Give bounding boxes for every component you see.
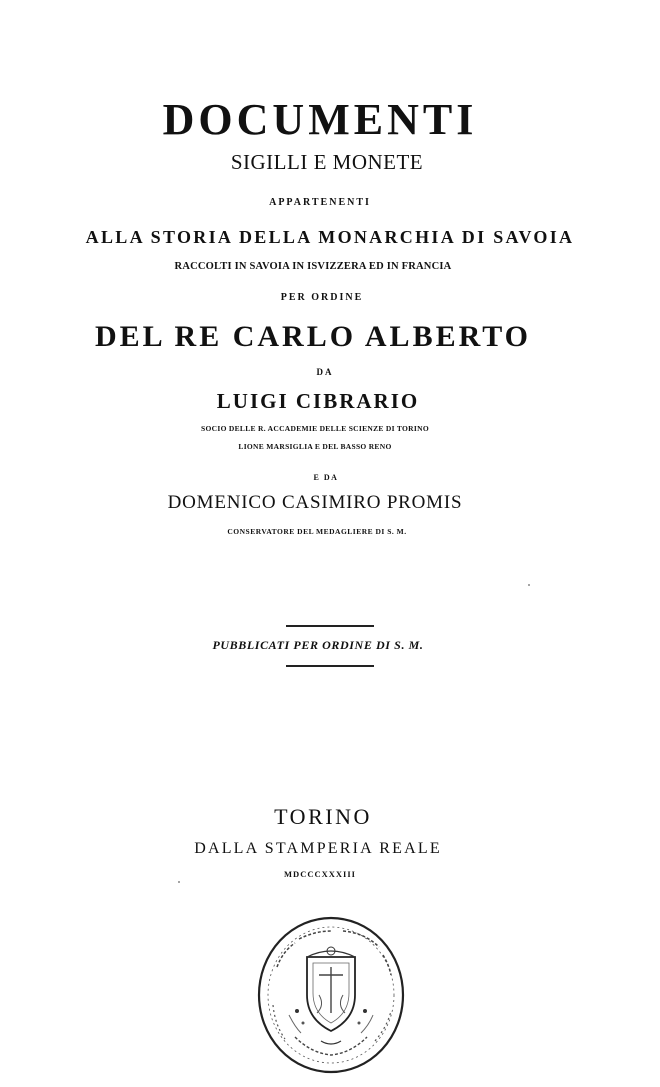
da-line: DA [316, 367, 334, 377]
author-2-name: DOMENICO CASIMIRO PROMIS [167, 492, 463, 513]
book-title: DOCUMENTI [162, 95, 478, 144]
author-2-title-line-1: CONSERVATORE DEL MEDAGLIERE DI S. M. [227, 527, 407, 536]
paper-speck [528, 584, 530, 586]
author-1-title-line-2: LIONE MARSIGLIA E DEL BASSO RENO [238, 442, 392, 451]
imprint-year: MDCCCXXXIII [284, 869, 356, 879]
per-ordine-line: PER ORDINE [280, 292, 364, 303]
paper-speck [178, 881, 180, 883]
book-subtitle: SIGILLI E MONETE [230, 150, 424, 174]
author-1-name: LUIGI CIBRARIO [216, 389, 420, 413]
divider-rule-bottom [286, 665, 374, 667]
imprint-city: TORINO [274, 804, 372, 829]
author-1-title-line-1: SOCIO DELLE R. ACCADEMIE DELLE SCIENZE DI TORINO [201, 424, 429, 433]
divider-rule-top [286, 625, 374, 627]
e-da-line: E DA [313, 473, 339, 482]
king-line: DEL RE CARLO ALBERTO [95, 320, 531, 353]
raccolti-line: RACCOLTI IN SAVOIA IN ISVIZZERA ED IN FRANCIA [174, 261, 452, 272]
appartenenti-line: APPARTENENTI [269, 197, 371, 208]
pubblicati-line: PUBBLICATI PER ORDINE DI S. M. [212, 638, 424, 652]
library-stamp-icon [255, 915, 407, 1075]
imprint-printer: DALLA STAMPERIA REALE [194, 840, 442, 857]
storia-line: ALLA STORIA DELLA MONARCHIA DI SAVOIA [85, 227, 575, 247]
